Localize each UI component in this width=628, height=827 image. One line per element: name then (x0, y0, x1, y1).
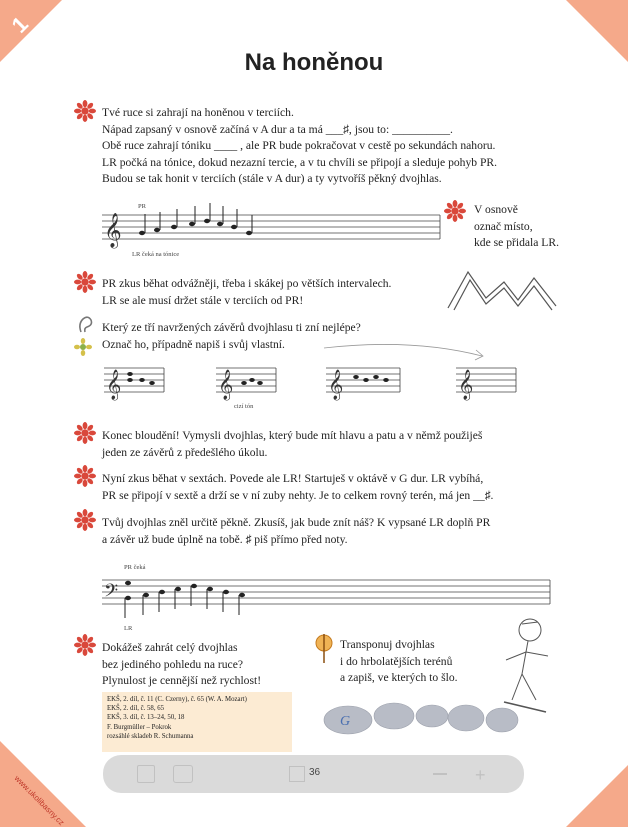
side-note-line: kde se přidala LR. (474, 236, 559, 250)
page-indicator: 36 (309, 767, 321, 778)
treble-clef-icon: 𝄞 (106, 370, 122, 400)
save-icon[interactable] (137, 765, 155, 783)
section5-line: PR se připojí v sextě a drží se v ní zuby nehty. Je to celkem rovný terén, má jen __♯. (102, 488, 494, 502)
section8-line: i do hrbolatějších terénů (340, 654, 453, 668)
flower-icon (74, 100, 96, 122)
section5-text (102, 471, 493, 504)
flower-icon (74, 422, 96, 444)
section7-line: Plynulost je cennější než rychlost! (102, 674, 262, 688)
section4-line: Konec bloudění! Vymysli dvojhlas, který bude mít hlavu a patu a v němž použiješ (102, 429, 483, 442)
section2-line: PR zkus běhat odvážněji, třeba i skákej po větších intervalech. (102, 277, 392, 290)
reference-item: EKŠ, 3. díl, č. 13–24, 50, 18 (107, 714, 185, 722)
corner-decoration-bottom-right (566, 765, 628, 827)
reference-item: F. Burgmüller – Pokrok (107, 723, 172, 731)
staff-caption: cizí tón (234, 403, 254, 410)
section5-line: Nyní zkus běhat v sextách. Povede ale LR! Startuješ v oktávě v G dur. LR vybíhá, (102, 472, 484, 485)
zoom-out-icon[interactable] (433, 773, 447, 775)
section6-text (102, 515, 490, 548)
section7-line: bez jediného pohledu na ruce? (102, 657, 243, 671)
flower-icon (74, 634, 96, 656)
flower-icon (74, 465, 96, 487)
music-staff-1 (102, 200, 442, 260)
zoom-in-icon[interactable]: + (475, 765, 486, 785)
website-label: www.ukolibasny.cz (12, 773, 66, 827)
section6-line: Tvůj dvojhlas zněl určitě pěkně. Zkusíš, jak bude znít náš? K vypsané LR doplň PR (102, 516, 491, 529)
stick-figure-illustration (492, 616, 562, 716)
reference-item: EKŠ, 2. díl, č. 58, 65 (107, 705, 165, 713)
side-note-line: V osnově (474, 203, 518, 216)
section4-line: jeden ze závěrů z předešlého úkolu. (102, 445, 268, 459)
page-number: 1 (6, 11, 33, 38)
section1-line: Budou se tak honit v terciích (stále v A dur) a ty vytvoříš pěkný dvojhlas. (102, 172, 442, 186)
section2-text (102, 276, 391, 309)
flower-icon (444, 200, 466, 222)
section1-line: Tvé ruce si zahrají na honěnou v terciích. (102, 106, 294, 119)
section3-line: Označ ho, případně napiš i svůj vlastní. (102, 337, 285, 351)
ear-icon (76, 314, 94, 336)
section1-line: LR počká na tónice, dokud nezazní tercie, a v tu chvíli se připojí a sleduje pohyb PR. (102, 155, 498, 169)
treble-clef-icon: 𝄞 (218, 370, 234, 400)
flower-small-icon (74, 338, 92, 356)
section7-text (102, 640, 261, 690)
stone-label: G (340, 714, 351, 729)
section1-text (102, 105, 497, 188)
section1-line: Obě ruce zahrají tóniku ____ , ale PR bude pokračovat v cestě po sekundách nahoru. (102, 139, 496, 153)
reference-item: rozsáhlé skladeb R. Schumanna (107, 732, 194, 740)
flower-icon (74, 271, 96, 293)
tuning-fork-icon (314, 630, 334, 664)
section3-line: Který ze tří navržených závěrů dvojhlasu ti zní nejlépe? (102, 321, 361, 334)
page-title: Na honěnou (244, 49, 384, 76)
section8-line: a zapiš, ve kterých to šlo. (340, 671, 458, 685)
side-note-line: označ místo, (474, 219, 533, 233)
page-view-icon[interactable] (289, 766, 305, 782)
bass-clef-icon: 𝄢 (104, 581, 119, 606)
section2-line: LR se ale musí držet stále v terciích od PR! (102, 293, 304, 307)
music-staff-bass (102, 560, 552, 632)
section6-line: a závěr už bude úplně na tobě. ♯ piš přímo před noty. (102, 532, 348, 546)
section1-side-note (474, 202, 559, 252)
staff-label-lr: LR čeká na tónice (132, 251, 180, 258)
staff-label-pr: PR čeká (124, 564, 146, 571)
section8-line: Transponuj dvojhlas (340, 638, 435, 651)
references-box (102, 692, 292, 752)
treble-clef-icon: 𝄞 (104, 213, 122, 248)
treble-clef-icon: 𝄞 (458, 370, 474, 400)
treble-clef-icon: 𝄞 (328, 370, 344, 400)
section1-line: Nápad zapsaný v osnově začíná v A dur a ta má ___♯, jsou to: __________. (102, 122, 453, 136)
corner-decoration-bottom-left (0, 741, 86, 827)
zigzag-terrain-icon (446, 264, 558, 314)
section8-text (340, 637, 458, 687)
staff-label-lr: LR (124, 625, 133, 632)
viewer-toolbar (103, 755, 524, 793)
print-icon[interactable] (173, 765, 193, 783)
staff-label-pr: PR (138, 203, 146, 210)
music-staff-endings (104, 356, 524, 414)
flower-icon (74, 509, 96, 531)
section4-text (102, 428, 482, 461)
section7-line: Dokážeš zahrát celý dvojhlas (102, 641, 238, 654)
reference-item: EKŠ, 2. díl, č. 11 (C. Czerny), č. 65 (W. A. Mozart) (107, 696, 247, 703)
